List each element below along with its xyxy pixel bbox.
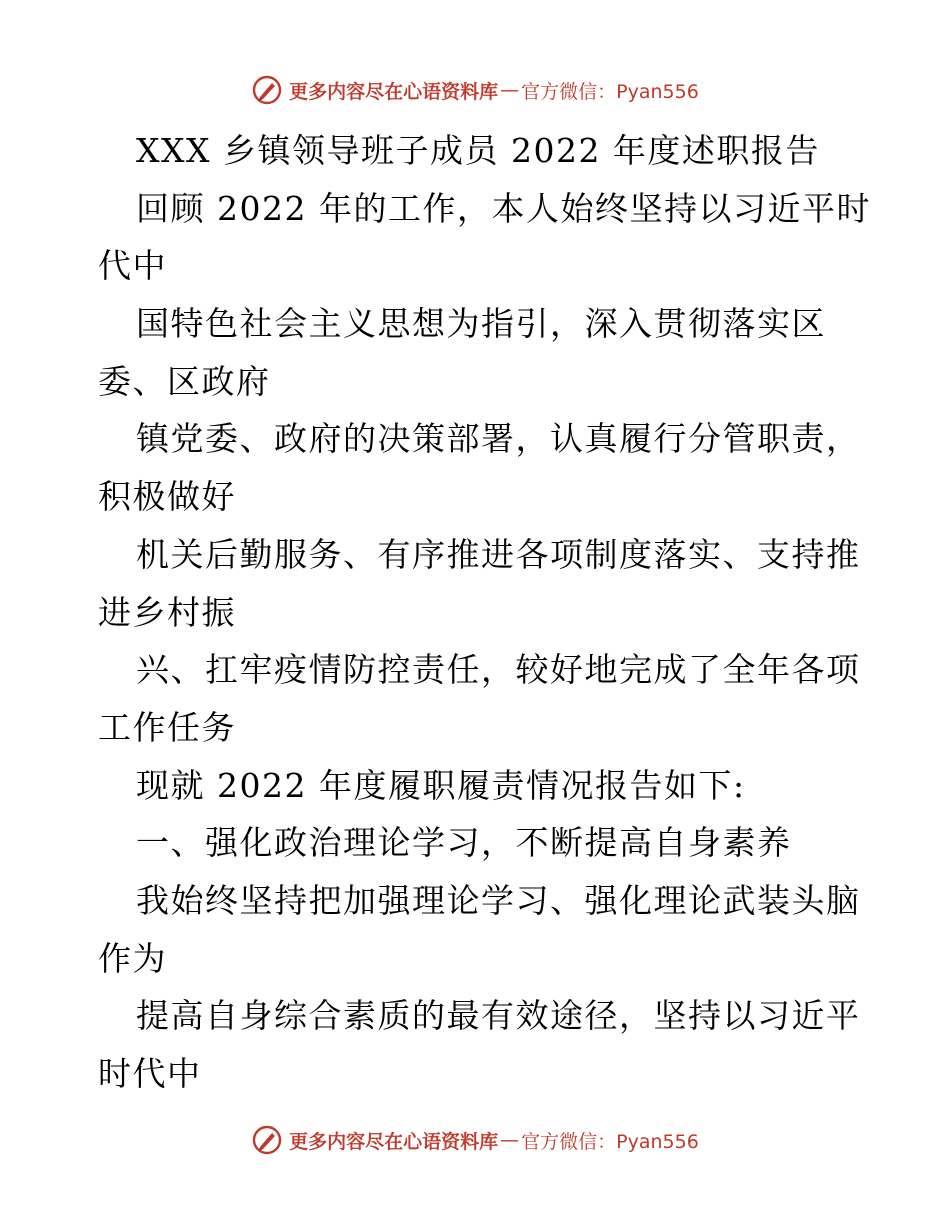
text-line: 委、区政府 — [98, 361, 271, 401]
watermark-wechat-text: 官方微信：Pyan556 — [521, 80, 699, 103]
section-heading: 一、强化政治理论学习，不断提高自身素养 — [136, 823, 792, 863]
watermark-main-text: 更多内容尽在心语资料库 — [289, 1130, 499, 1153]
text-line: 工作任务 — [98, 707, 236, 747]
text-line: 积极做好 — [98, 477, 236, 517]
watermark-wechat-text: 官方微信：Pyan556 — [521, 1130, 699, 1153]
watermark-dash: — — [500, 1129, 520, 1151]
watermark-dash: — — [500, 79, 520, 101]
text-line: 代中 — [98, 246, 167, 286]
text-line: 进乡村振 — [98, 592, 236, 632]
text-line: 提高自身综合素质的最有效途径，坚持以习近平 — [136, 996, 861, 1036]
pen-logo-icon — [251, 1124, 283, 1156]
pen-logo-icon — [251, 74, 283, 106]
document-body — [98, 122, 871, 1103]
text-line: 我始终坚持把加强理论学习、强化理论武装头脑 — [136, 880, 861, 920]
text-line: 现就 2022 年度履职履责情况报告如下: — [136, 765, 746, 805]
footer-watermark — [0, 1120, 950, 1160]
watermark-main-text: 更多内容尽在心语资料库 — [289, 80, 499, 103]
text-line: 回顾 2022 年的工作，本人始终坚持以习近平时 — [136, 188, 871, 228]
text-line: 机关后勤服务、有序推进各项制度落实、支持推 — [136, 534, 861, 574]
text-line: 作为 — [98, 938, 167, 978]
header-watermark — [0, 70, 950, 110]
text-line: 国特色社会主义思想为指引，深入贯彻落实区 — [136, 304, 826, 344]
text-line: 时代中 — [98, 1054, 202, 1093]
text-line: 兴、扛牢疫情防控责任，较好地完成了全年各项 — [136, 650, 861, 690]
document-title: XXX 乡镇领导班子成员 2022 年度述职报告 — [136, 131, 820, 170]
text-line: 镇党委、政府的决策部署，认真履行分管职责， — [136, 419, 861, 459]
